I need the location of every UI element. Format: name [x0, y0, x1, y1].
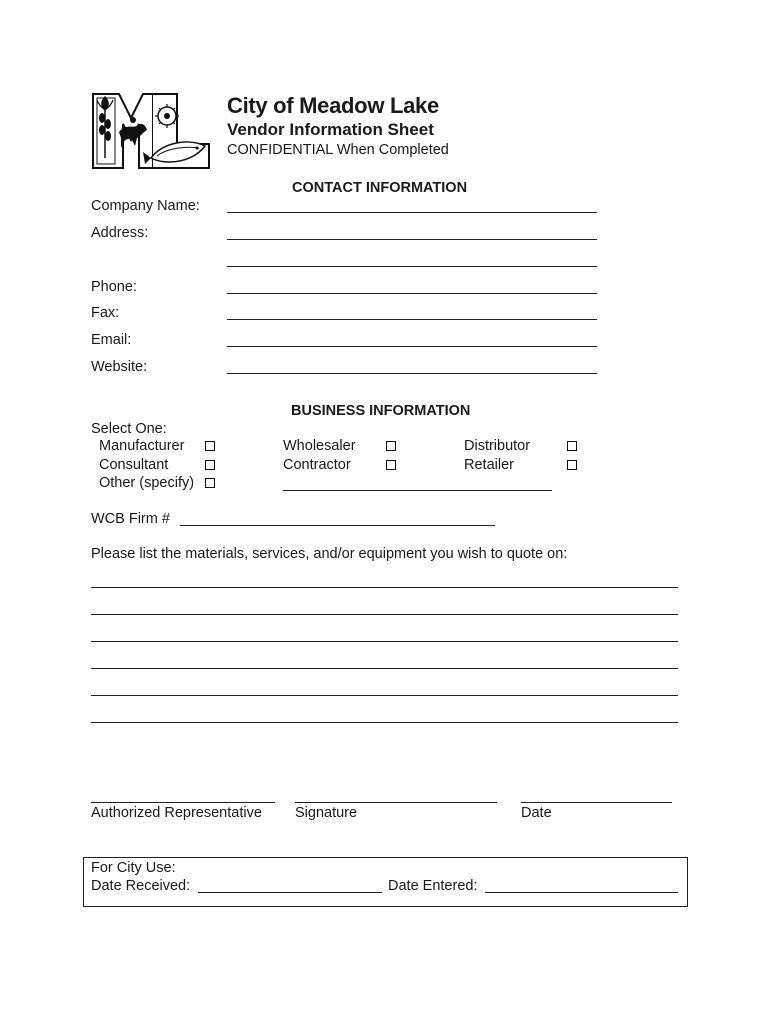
signature-date-field[interactable]	[521, 802, 672, 803]
phone-field[interactable]	[227, 293, 597, 294]
option-consultant-label: Consultant	[99, 457, 169, 473]
contact-heading: CONTACT INFORMATION	[292, 180, 468, 196]
option-other-label: Other (specify)	[99, 475, 195, 491]
option-retailer-label: Retailer	[464, 457, 514, 473]
other-specify-field[interactable]	[283, 490, 552, 491]
confidential-note: CONFIDENTIAL When Completed	[227, 142, 449, 158]
website-field[interactable]	[227, 373, 597, 374]
option-contractor-checkbox[interactable]	[386, 460, 396, 470]
address-label: Address:	[91, 225, 149, 241]
date-received-field[interactable]	[198, 892, 382, 893]
option-other-checkbox[interactable]	[205, 478, 215, 488]
select-one-label: Select One:	[91, 421, 167, 437]
authorized-rep-field[interactable]	[91, 802, 275, 803]
date-entered-field[interactable]	[485, 892, 678, 893]
phone-label: Phone:	[91, 279, 137, 295]
option-manufacturer-checkbox[interactable]	[205, 441, 215, 451]
option-contractor-label: Contractor	[283, 457, 351, 473]
materials-line-4[interactable]	[91, 668, 678, 669]
document-subtitle: Vendor Information Sheet	[227, 120, 434, 139]
city-logo	[91, 92, 213, 172]
materials-line-5[interactable]	[91, 695, 678, 696]
option-wholesaler-label: Wholesaler	[283, 438, 356, 454]
address-field-line-2[interactable]	[227, 266, 597, 267]
option-wholesaler-checkbox[interactable]	[386, 441, 396, 451]
company-name-field[interactable]	[227, 212, 597, 213]
date-received-label: Date Received:	[91, 878, 191, 894]
company-name-label: Company Name:	[91, 198, 200, 214]
address-field-line-1[interactable]	[227, 239, 597, 240]
website-label: Website:	[91, 359, 148, 375]
option-distributor-label: Distributor	[464, 438, 531, 454]
signature-field[interactable]	[295, 802, 497, 803]
fax-field[interactable]	[227, 319, 597, 320]
email-field[interactable]	[227, 346, 597, 347]
wcb-firm-field[interactable]	[180, 525, 495, 526]
materials-line-2[interactable]	[91, 614, 678, 615]
option-consultant-checkbox[interactable]	[205, 460, 215, 470]
document-title: City of Meadow Lake	[227, 93, 439, 118]
signature-date-label: Date	[521, 805, 552, 821]
materials-prompt: Please list the materials, services, and/or equipment you wish to quote on:	[91, 546, 568, 562]
fax-label: Fax:	[91, 305, 120, 321]
city-use-heading: For City Use:	[91, 860, 176, 876]
option-manufacturer-label: Manufacturer	[99, 438, 185, 454]
option-distributor-checkbox[interactable]	[567, 441, 577, 451]
materials-line-6[interactable]	[91, 722, 678, 723]
signature-label: Signature	[295, 805, 358, 821]
wcb-firm-label: WCB Firm #	[91, 511, 170, 527]
option-retailer-checkbox[interactable]	[567, 460, 577, 470]
date-entered-label: Date Entered:	[388, 878, 478, 894]
email-label: Email:	[91, 332, 132, 348]
authorized-rep-label: Authorized Representative	[91, 805, 262, 821]
business-heading: BUSINESS INFORMATION	[291, 403, 471, 419]
materials-line-3[interactable]	[91, 641, 678, 642]
materials-line-1[interactable]	[91, 587, 678, 588]
